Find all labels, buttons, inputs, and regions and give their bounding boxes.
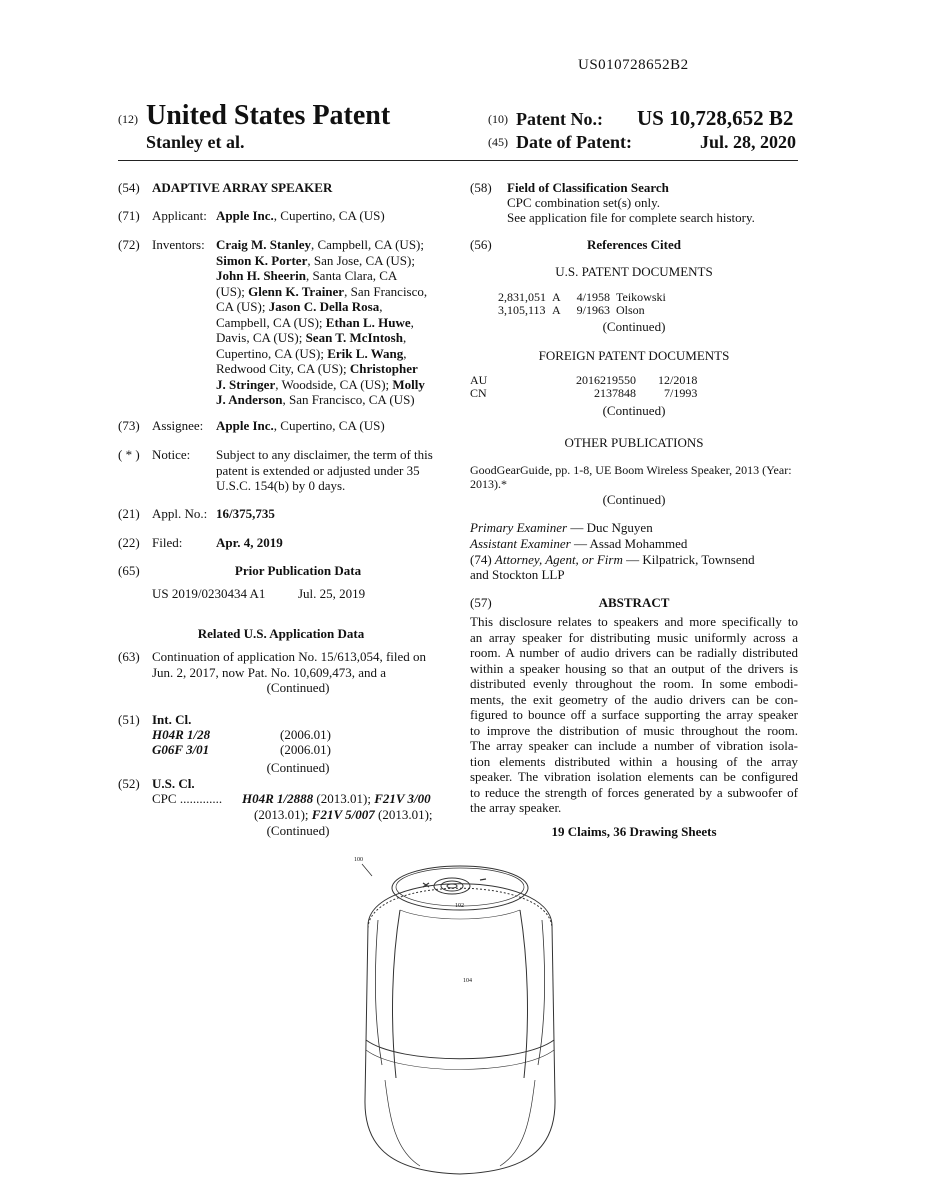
code-65: (65) xyxy=(118,563,140,578)
claims-count: 19 Claims, 36 Drawing Sheets xyxy=(551,824,717,839)
abstract-text xyxy=(470,614,798,816)
date-label: Date of Patent: xyxy=(516,132,632,152)
references-heading: References Cited xyxy=(587,237,681,252)
table-row: 3,105,113 A 9/1963 Olson xyxy=(498,303,645,317)
patent-date: Jul. 28, 2020 xyxy=(700,132,797,152)
assistant-examiner: Assistant Examiner — Assad Mohammed xyxy=(470,536,688,551)
table-row: 2,831,051 A 4/1958 Teikowski xyxy=(498,290,666,304)
abstract-line: the array speaker. xyxy=(470,800,562,815)
assignee-label: Assignee: xyxy=(152,418,204,433)
int-cl-1-ver: (2006.01) xyxy=(280,727,331,742)
foreign-table xyxy=(470,374,703,400)
code-51: (51) xyxy=(118,712,140,727)
appl-no-label: Appl. No.: xyxy=(152,506,208,521)
us-docs-continued: (Continued) xyxy=(602,319,666,334)
notice-text: Subject to any disclaimer, the term of this patent is extended or adjusted under 35 U.S.C. 154(b) by 0 days. xyxy=(216,447,433,493)
code-56: (56) xyxy=(470,237,492,252)
us-docs-heading: U.S. PATENT DOCUMENTS xyxy=(555,264,713,279)
other-pubs-heading: OTHER PUBLICATIONS xyxy=(564,435,704,450)
int-cl-1: H04R 1/28 xyxy=(152,727,211,742)
code-58: (58) xyxy=(470,180,492,195)
code-10: (10) xyxy=(488,112,508,126)
us-docs-table xyxy=(498,291,672,317)
prior-pub-date: Jul. 25, 2019 xyxy=(298,586,366,601)
abstract-line: within a speaker housing so that an output of the drivers is xyxy=(470,660,798,676)
table-row: CN 2137848 7/1993 xyxy=(470,386,698,400)
filed-label: Filed: xyxy=(152,535,183,550)
abstract-line: This disclosure relates to speakers and more specifically to xyxy=(470,614,798,629)
applicant: Apple Inc., Cupertino, CA (US) xyxy=(216,208,385,223)
applicant-label: Applicant: xyxy=(152,208,207,223)
table-row: AU 2016219550 12/2018 xyxy=(470,373,698,387)
code-22: (22) xyxy=(118,535,140,550)
field-search-cpc: CPC combination set(s) only. xyxy=(507,195,660,210)
abstract-line: to improve the distribution of music throughout the room. xyxy=(470,722,798,738)
other-pubs-continued: (Continued) xyxy=(602,492,666,507)
abstract-line: ments, the exit geometry of the audio drivers can be con- xyxy=(470,691,798,707)
field-search-label: Field of Classification Search xyxy=(507,180,669,195)
code-73: (73) xyxy=(118,418,140,433)
primary-examiner: Primary Examiner — Duc Nguyen xyxy=(470,520,653,535)
int-cl-continued: (Continued) xyxy=(266,760,330,775)
code-57: (57) xyxy=(470,595,492,610)
barcode-number: US010728652B2 xyxy=(578,57,689,73)
code-71: (71) xyxy=(118,208,140,223)
code-notice: ( * ) xyxy=(118,447,140,462)
us-cl-label: U.S. Cl. xyxy=(152,776,195,791)
abstract-line: figured to bounce off a surface supporting the array speaker xyxy=(470,707,798,722)
code-54: (54) xyxy=(118,180,140,195)
invention-title: ADAPTIVE ARRAY SPEAKER xyxy=(152,180,333,195)
prior-pub-heading: Prior Publication Data xyxy=(234,563,362,578)
prior-pub-number: US 2019/0230434 A1 xyxy=(152,586,266,601)
cpc-label: CPC ............. xyxy=(152,791,223,806)
continuation-text: Continuation of application No. 15/613,054, filed on Jun. 2, 2017, now Pat. No. 10,609,473, and a (Continued) xyxy=(152,649,427,695)
barcode xyxy=(448,22,798,56)
field-search-note: See application file for complete search history. xyxy=(507,210,755,225)
filed-date: Apr. 4, 2019 xyxy=(216,535,283,550)
attorney-cont: and Stockton LLP xyxy=(470,567,565,582)
abstract-heading: ABSTRACT xyxy=(598,595,670,610)
us-cl-continued: (Continued) xyxy=(266,823,330,838)
code-52: (52) xyxy=(118,776,140,791)
ref-104: 104 xyxy=(463,978,472,984)
ref-102: 102 xyxy=(455,903,464,909)
ref-100: 100 xyxy=(354,857,363,863)
speaker-outline xyxy=(365,884,555,1174)
abstract-line: to reduce the strength of forces generated by a subwoofer of xyxy=(470,784,798,800)
int-cl-label: Int. Cl. xyxy=(152,712,192,727)
patent-number: US 10,728,652 B2 xyxy=(637,106,794,130)
authors: Stanley et al. xyxy=(146,132,245,152)
code-21: (21) xyxy=(118,506,140,521)
header-rule xyxy=(118,160,798,161)
patent-title: United States Patent xyxy=(146,100,391,131)
other-pubs-text: GoodGearGuide, pp. 1-8, UE Boom Wireless Speaker, 2013 (Year: 2013).* xyxy=(470,463,792,491)
attorney: (74) Attorney, Agent, or Firm — Kilpatrick, Townsend xyxy=(470,552,755,567)
abstract-line: an array speaker for distributing music uniformly across a xyxy=(470,629,798,645)
abstract-line: The array speaker can include a number of vibration isola- xyxy=(470,738,798,753)
abstract-line: room. A number of audio drivers can be radially distributed xyxy=(470,645,798,660)
int-cl-2-ver: (2006.01) xyxy=(280,742,331,757)
abstract-line: tion elements distributed within a housing of the array xyxy=(470,753,798,769)
abstract-line: distributed evenly throughout the room. In some embodi- xyxy=(470,676,798,691)
patent-no-label: Patent No.: xyxy=(516,109,603,129)
assignee: Apple Inc., Cupertino, CA (US) xyxy=(216,418,385,433)
cpc-classes: H04R 1/2888 (2013.01); F21V 3/00 (2013.01); F21V 5/007 (2013.01); xyxy=(242,791,433,822)
code-45: (45) xyxy=(488,135,508,149)
notice-label: Notice: xyxy=(152,447,191,462)
inventors-label: Inventors: xyxy=(152,237,205,252)
related-heading: Related U.S. Application Data xyxy=(197,626,365,641)
abstract-line: speaker. The vibration isolation elements can be configured xyxy=(470,769,798,784)
appl-no: 16/375,735 xyxy=(216,506,275,521)
code-72: (72) xyxy=(118,237,140,252)
int-cl-2: G06F 3/01 xyxy=(152,742,210,757)
code-12: (12) xyxy=(118,112,138,126)
foreign-heading: FOREIGN PATENT DOCUMENTS xyxy=(538,348,730,363)
inventors-list: Craig M. Stanley, Campbell, CA (US); Simon K. Porter, San Jose, CA (US); John H. Sheerin, Santa Clara, CA (US); Glenn K. Trainer, San Francisco, CA (US); Jason C. Della Rosa, Campbell, CA (US); Ethan L. Huwe, Davis, CA (US); Sean T. McIntosh, Cupertino, CA (US); Erik L. Wang, Redwood City, CA (US); Christopher J. Stringer, Woodside, CA (US); Molly J. Anderson, San Francisco, CA (US) xyxy=(216,237,428,407)
speaker-drawing xyxy=(340,850,580,1195)
code-63: (63) xyxy=(118,649,140,664)
foreign-continued: (Continued) xyxy=(602,403,666,418)
